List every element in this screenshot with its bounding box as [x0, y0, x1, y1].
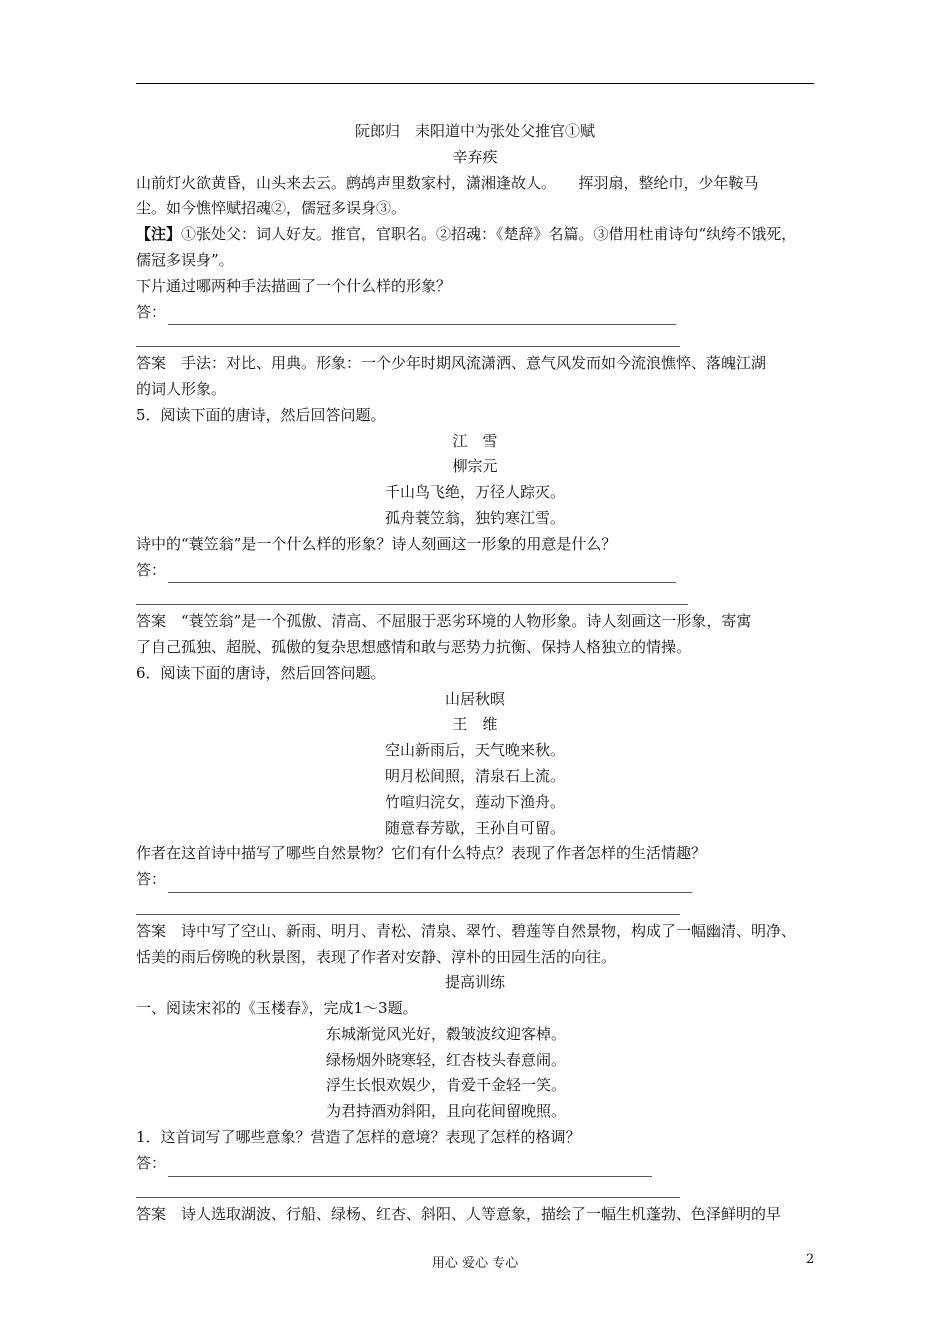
answer-label: 答案 [136, 612, 167, 631]
poem-verse: 东城渐觉风光好，縠皱波纹迎客棹。 [326, 1024, 567, 1043]
answer-text: 诗人选取湖波、行船、绿杨、红杏、斜阳、人等意象，描绘了一幅生机蓬勃、色泽鲜明的早 [166, 1205, 782, 1224]
question-instruction: 6．阅读下面的唐诗，然后回答问题。 [136, 663, 386, 682]
page-footer: 用心 爱心 专心 [431, 1256, 519, 1271]
answer-blank[interactable] [136, 300, 814, 326]
answer-underline [136, 1197, 680, 1198]
page-content [136, 119, 814, 1228]
question-text: 下片通过哪两种手法描画了一个什么样的形象？ [136, 276, 452, 295]
answer-label: 答案 [136, 921, 167, 940]
poem-text-line: 尘。如今憔悴赋招魂②，儒冠多误身③。 [136, 199, 407, 218]
note-line [136, 222, 814, 248]
poem-verse: 绿杨烟外晓寒轻，红杏枝头春意闹。 [326, 1050, 567, 1069]
answer-underline [136, 604, 688, 605]
answer-text: 诗中写了空山、新雨、明月、青松、清泉、翠竹、碧莲等自然景物，构成了一幅幽清、明净、 [166, 921, 797, 940]
poem-title: 山居秋暝 [444, 689, 505, 708]
answer-text: 了自己孤独、超脱、孤傲的复杂思想感情和敢与恶势力抗衡、保持人格独立的情操。 [136, 637, 692, 656]
page-number: 2 [806, 1252, 815, 1267]
answer-line [136, 919, 814, 945]
answer-line [136, 1202, 814, 1228]
answer-text: “蓑笠翁”是一个孤傲、清高、不屈服于恶劣环境的人物形象。诗人刻画这一形象，寄寓 [166, 612, 752, 631]
poem-author: 辛弃疾 [452, 147, 498, 166]
poem-text-line: 山前灯火欲黄昏，山头来去云。鹧鸪声里数家村，潇湘逢故人。 挥羽扇，整纶巾，少年鞍马 [136, 173, 759, 192]
poem-verse: 随意春芳歇，王孙自可留。 [384, 818, 565, 837]
answer-line [136, 351, 814, 377]
note-text: ①张处父：词人好友。推官，官职名。②招魂：《楚辞》名篇。③借用杜甫诗句“纨绔不饿死， [181, 225, 797, 244]
poem-verse: 孤舟蓑笠翁，独钓寒江雪。 [384, 508, 565, 527]
poem-title: 阮郎归 耒阳道中为张处父推官①赋 [354, 122, 595, 140]
note-line: 儒冠多误身”。 [136, 250, 234, 269]
poem-author: 柳宗元 [452, 457, 498, 476]
answer-prompt: 答： [136, 560, 167, 579]
poem-verse: 空山新雨后，天气晚来秋。 [384, 741, 565, 760]
answer-blank[interactable] [136, 867, 814, 893]
answer-prompt: 答： [136, 302, 167, 321]
answer-prompt: 答： [136, 870, 167, 889]
answer-text: 恬美的雨后傍晚的秋景图，表现了作者对安静、淳朴的田园生活的向往。 [136, 947, 617, 966]
answer-underline [168, 1162, 652, 1177]
note-label: 【注】 [136, 225, 182, 244]
poem-verse: 浮生长恨欢娱少，肯爱千金轻一笑。 [326, 1076, 567, 1095]
answer-underline [168, 878, 692, 893]
answer-line [136, 609, 814, 635]
question-text: 1．这首词写了哪些意象？营造了怎样的意境？表现了怎样的格调？ [136, 1128, 581, 1147]
answer-blank-continued[interactable] [136, 583, 814, 609]
answer-blank-continued[interactable] [136, 1177, 814, 1203]
answer-text: 手法：对比、用典。形象：一个少年时期风流潇洒、意气风发而如今流浪憔悴、落魄江湖 [166, 354, 767, 373]
answer-prompt: 答： [136, 1153, 167, 1172]
answer-label: 答案 [136, 1205, 167, 1224]
answer-label: 答案 [136, 354, 167, 373]
answer-blank-continued[interactable] [136, 325, 814, 351]
poem-verse: 为君持酒劝斜阳，且向花间留晚照。 [326, 1102, 567, 1121]
poem-title: 江 雪 [452, 431, 498, 450]
poem-verse: 竹喧归浣女，莲动下渔舟。 [384, 792, 565, 811]
question-text: 诗中的“蓑笠翁”是一个什么样的形象？诗人刻画这一形象的用意是什么？ [136, 534, 617, 553]
question-instruction: 5．阅读下面的唐诗，然后回答问题。 [136, 405, 386, 424]
poem-verse: 明月松间照，清泉石上流。 [384, 766, 565, 785]
header-rule [136, 83, 814, 84]
section-heading: 提高训练 [444, 973, 505, 992]
answer-blank[interactable] [136, 558, 814, 584]
question-instruction: 一、阅读宋祁的《玉楼春》，完成1～3题。 [136, 999, 418, 1018]
answer-blank[interactable] [136, 1151, 814, 1177]
answer-underline [136, 914, 680, 915]
question-text: 作者在这首诗中描写了哪些自然景物？它们有什么特点？表现了作者怎样的生活情趣？ [136, 844, 707, 863]
answer-blank-continued[interactable] [136, 893, 814, 919]
answer-underline [168, 568, 676, 583]
answer-text: 的词人形象。 [136, 379, 227, 398]
answer-underline [168, 310, 676, 325]
answer-underline [136, 346, 680, 347]
poem-author: 王 维 [452, 715, 498, 734]
poem-verse: 千山鸟飞绝，万径人踪灭。 [384, 483, 565, 502]
